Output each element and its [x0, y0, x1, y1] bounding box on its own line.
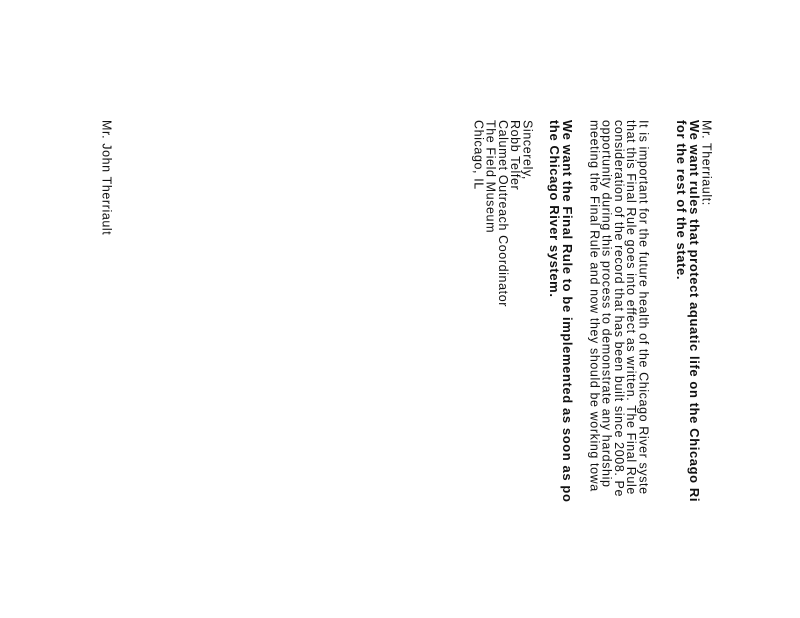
- body-paragraph-line: that this Final Rule goes into effect as written. The Final Rule: [624, 120, 639, 495]
- bold-paragraph-line: We want rules that protect aquatic life on the Chicago Ri: [687, 120, 702, 503]
- body-paragraph-line: opportunity during this process to demonstrate any hardship: [599, 120, 614, 488]
- signature-line: Calumet Outreach Coordinator: [495, 120, 510, 308]
- salutation-text: Mr. Therriault:: [699, 120, 714, 206]
- bold-paragraph-line: for the rest of the state.: [674, 120, 689, 281]
- recipient-name: [100, 120, 112, 235]
- body-paragraph-line: consideration of the record that has been built since 2008. Pe: [611, 120, 626, 498]
- bold-paragraph-line: the Chicago River system.: [547, 120, 562, 298]
- bold-paragraph-final-rule: [548, 120, 574, 503]
- bold-paragraph-line: We want the Final Rule to be implemented as soon as po: [560, 120, 575, 503]
- signature-line: The Field Museum: [483, 120, 498, 234]
- recipient-text: Mr. John Therriault: [99, 120, 114, 236]
- signature-line: Chicago, IL: [471, 120, 486, 190]
- body-paragraph-line: meeting the Final Rule and now they should be working towa: [587, 120, 602, 492]
- body-paragraph-line: It is important for the future health of the Chicago River syste: [636, 120, 651, 495]
- bold-paragraph-aquatic-life: [675, 120, 701, 502]
- signature-block: [472, 120, 533, 307]
- signature-line: Robb Telfer: [508, 120, 523, 191]
- signature-line: Sincerely,: [520, 120, 535, 180]
- body-paragraph: [588, 120, 649, 497]
